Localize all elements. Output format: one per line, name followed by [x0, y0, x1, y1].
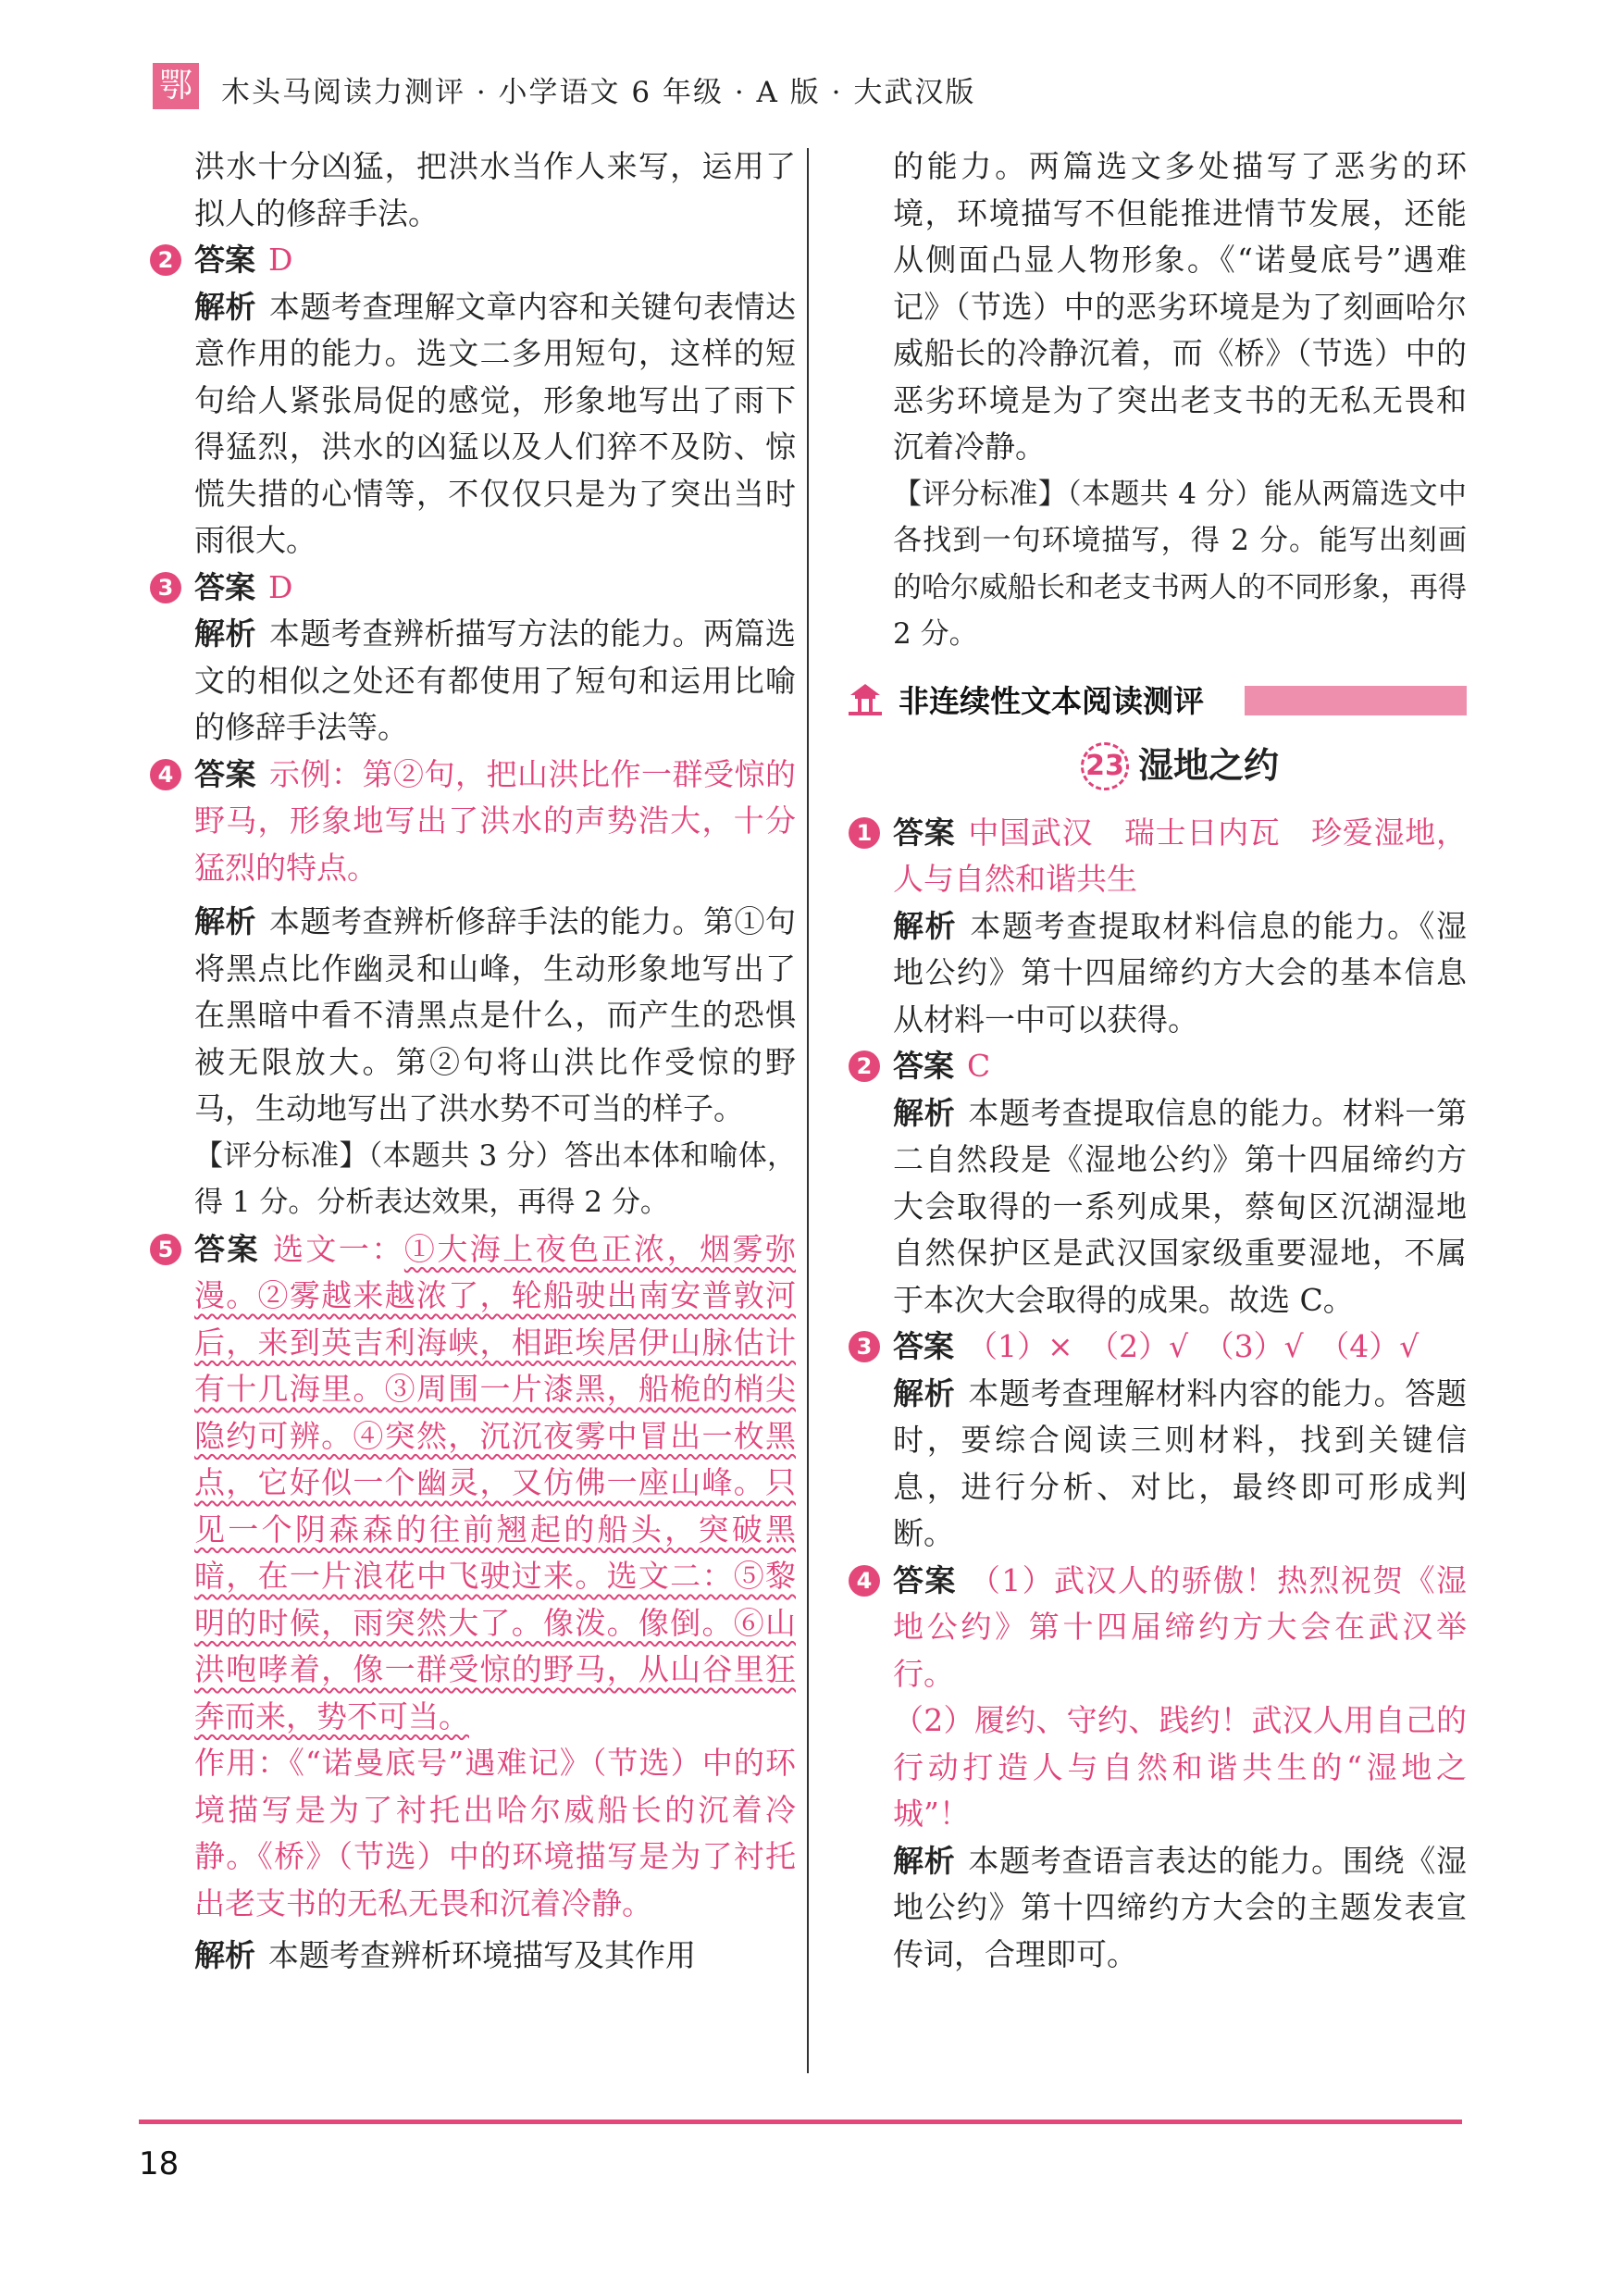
analysis-label: 解析: [194, 615, 256, 652]
analysis-text: 本题考查辨析描写方法的能力。两篇选文的相似之处还有都使用了短句和运用比喻的修辞手法等。: [194, 615, 796, 745]
analysis-label: 解析: [194, 288, 256, 325]
answer-label: 答案: [194, 568, 255, 605]
question-number: 2: [150, 244, 181, 276]
answer-text: C: [967, 1048, 991, 1084]
analysis-text: 本题考查辨析修辞手法的能力。第①句将黑点比作幽灵和山峰，生动形象地写出了在黑暗中看不清黑点是什么，而产生的恐惧被无限放大。第②句将山洪比作受惊的野马，生动地写出了洪水势不可当的样子。: [194, 903, 796, 1126]
book-title: 木头马阅读力测评 · 小学语文 6 年级 · A 版 · 大武汉版: [221, 76, 976, 109]
right-column: [856, 143, 1468, 1978]
question-4: [146, 752, 796, 1226]
answer-label: 答案: [893, 1048, 954, 1084]
answer-effect: 作用：《“诺曼底号”遇难记》（节选）中的环境描写是为了衬托出哈尔威船长的沉着冷静。《桥》（节选）中的环境描写是为了衬托出老支书的无私无畏和沉着冷静。: [194, 1745, 796, 1921]
continued-text: 洪水十分凶猛，把洪水当作人来写，运用了拟人的修辞手法。: [194, 148, 796, 231]
analysis-text: 本题考查辨析环境描写及其作用: [268, 1937, 696, 1973]
section-title: 非连续性文本阅读测评: [899, 678, 1213, 726]
analysis-text: 本题考查语言表达的能力。围绕《湿地公约》第十四缔约方大会的主题发表宣传词，合理即可。: [893, 1842, 1468, 1972]
question-number: 3: [849, 1331, 880, 1362]
question-3: [146, 565, 796, 752]
answer-label: 答案: [893, 1561, 957, 1598]
question-3: [845, 1324, 1467, 1558]
pavilion-icon: [847, 680, 884, 717]
answer-text: D: [268, 242, 293, 278]
analysis-label: 解析: [893, 1094, 956, 1131]
province-badge: 鄂: [153, 63, 199, 109]
analysis-label: 解析: [893, 1842, 956, 1879]
analysis-text: 本题考查提取信息的能力。材料一第二自然段是《湿地公约》第十四届缔约方大会取得的一系列成果，蔡甸区沉湖湿地自然保护区是武汉国家级重要湿地，不属于本次大会取得的成果。故选 C。: [893, 1094, 1468, 1318]
analysis-text: 本题考查理解材料内容的能力。答题时，要综合阅读三则材料，找到关键信息，进行分析、对比，最终即可形成判断。: [893, 1374, 1468, 1551]
answer-text: 中国武汉 瑞士日内瓦 珍爱湿地，人与自然和谐共生: [893, 814, 1468, 897]
scoring-criteria: 【评分标准】（本题共 4 分）能从两篇选文中各找到一句环境描写，得 2 分。能写出刻画的哈尔威船长和老支书两人的不同形象，再得 2 分。: [893, 477, 1467, 651]
answer-text: D: [268, 568, 293, 605]
analysis-text: 本题考查提取材料信息的能力。《湿地公约》第十四届缔约方大会的基本信息从材料一中可以获得。: [893, 907, 1468, 1038]
question-number: 5: [150, 1234, 181, 1265]
lesson-number: 23: [1081, 742, 1129, 790]
question-number: 3: [150, 572, 181, 603]
question-4: [845, 1558, 1467, 1979]
column-divider: [807, 148, 809, 2073]
lesson-title: 湿地之约: [1137, 745, 1279, 787]
answer-text-2: （2）履约、守约、践约！武汉人用自己的行动打造人与自然和谐共生的“湿地之城”！: [893, 1702, 1467, 1832]
answer-label: 答案: [194, 1230, 260, 1267]
continued-analysis: 的能力。两篇选文多处描写了恶劣的环境，环境描写不但能推进情节发展，还能从侧面凸显人物形象。《“诺曼底号”遇难记》（节选）中的恶劣环境是为了刻画哈尔威船长的冷静沉着，而《桥》（节选）中的恶劣环境是为了突出老支书的无私无畏和沉着冷静。: [893, 148, 1467, 465]
question-5: [146, 1226, 796, 1980]
question-number: 1: [849, 817, 880, 849]
answer-text: 示例：第②句，把山洪比作一群受惊的野马，形象地写出了洪水的声势浩大，十分猛烈的特点。: [194, 755, 796, 886]
analysis-label: 解析: [194, 903, 256, 939]
question-number: 4: [150, 759, 181, 790]
answer-text: （1）× （2）√ （3）√ （4）√: [967, 1328, 1419, 1364]
analysis-label: 解析: [194, 1937, 255, 1973]
answer-prefix: 选文一：: [272, 1230, 404, 1267]
answer-label: 答案: [893, 1328, 954, 1364]
scoring-criteria: 【评分标准】（本题共 3 分）答出本体和喻体，得 1 分。分析表达效果，再得 2 分。: [194, 1138, 796, 1219]
section-bar: [1245, 686, 1467, 715]
question-1: [845, 810, 1467, 1044]
question-number: 4: [849, 1565, 880, 1597]
question-number: 2: [849, 1050, 880, 1082]
analysis-label: 解析: [893, 1374, 956, 1411]
question-2: [845, 1043, 1467, 1324]
footer-rule: [139, 2120, 1462, 2124]
answer-label: 答案: [893, 814, 956, 851]
analysis-label: 解析: [893, 907, 958, 944]
answer-label: 答案: [194, 242, 255, 278]
question-2: [146, 237, 796, 565]
analysis-text: 本题考查理解文章内容和关键句表情达意作用的能力。选文二多用短句，这样的短句给人紧张局促的感觉，形象地写出了雨下得猛烈，洪水的凶猛以及人们猝不及防、惊慌失措的心情等，不仅仅只是为了突出当时雨很大。: [194, 288, 796, 558]
left-column: [157, 143, 797, 1980]
section-header: [847, 678, 1467, 723]
page-number: 18: [139, 2145, 180, 2182]
answer-text-1: （1）武汉人的骄傲！热烈祝贺《湿地公约》第十四届缔约方大会在武汉举行。: [893, 1561, 1468, 1692]
lesson-heading: [893, 741, 1467, 795]
answer-quoted-sentences: ①大海上夜色正浓，烟雾弥漫。②雾越来越浓了，轮船驶出南安普敦河后，来到英吉利海峡，相距埃居伊山脉估计有十几海里。③周围一片漆黑，船桅的梢尖隐约可辨。④突然，沉沉夜雾中冒出一枚黑点，它好似一个幽灵，又仿佛一座山峰。只见一个阴森森的往前翘起的船头，突破黑暗，在一片浪花中飞驶过来。选文二：⑤黎明的时候，雨突然大了。像泼。像倒。⑥山洪咆哮着，像一群受惊的野马，从山谷里狂奔而来，势不可当。: [194, 1230, 797, 1734]
page-header: [153, 63, 1467, 109]
answer-label: 答案: [194, 755, 256, 792]
